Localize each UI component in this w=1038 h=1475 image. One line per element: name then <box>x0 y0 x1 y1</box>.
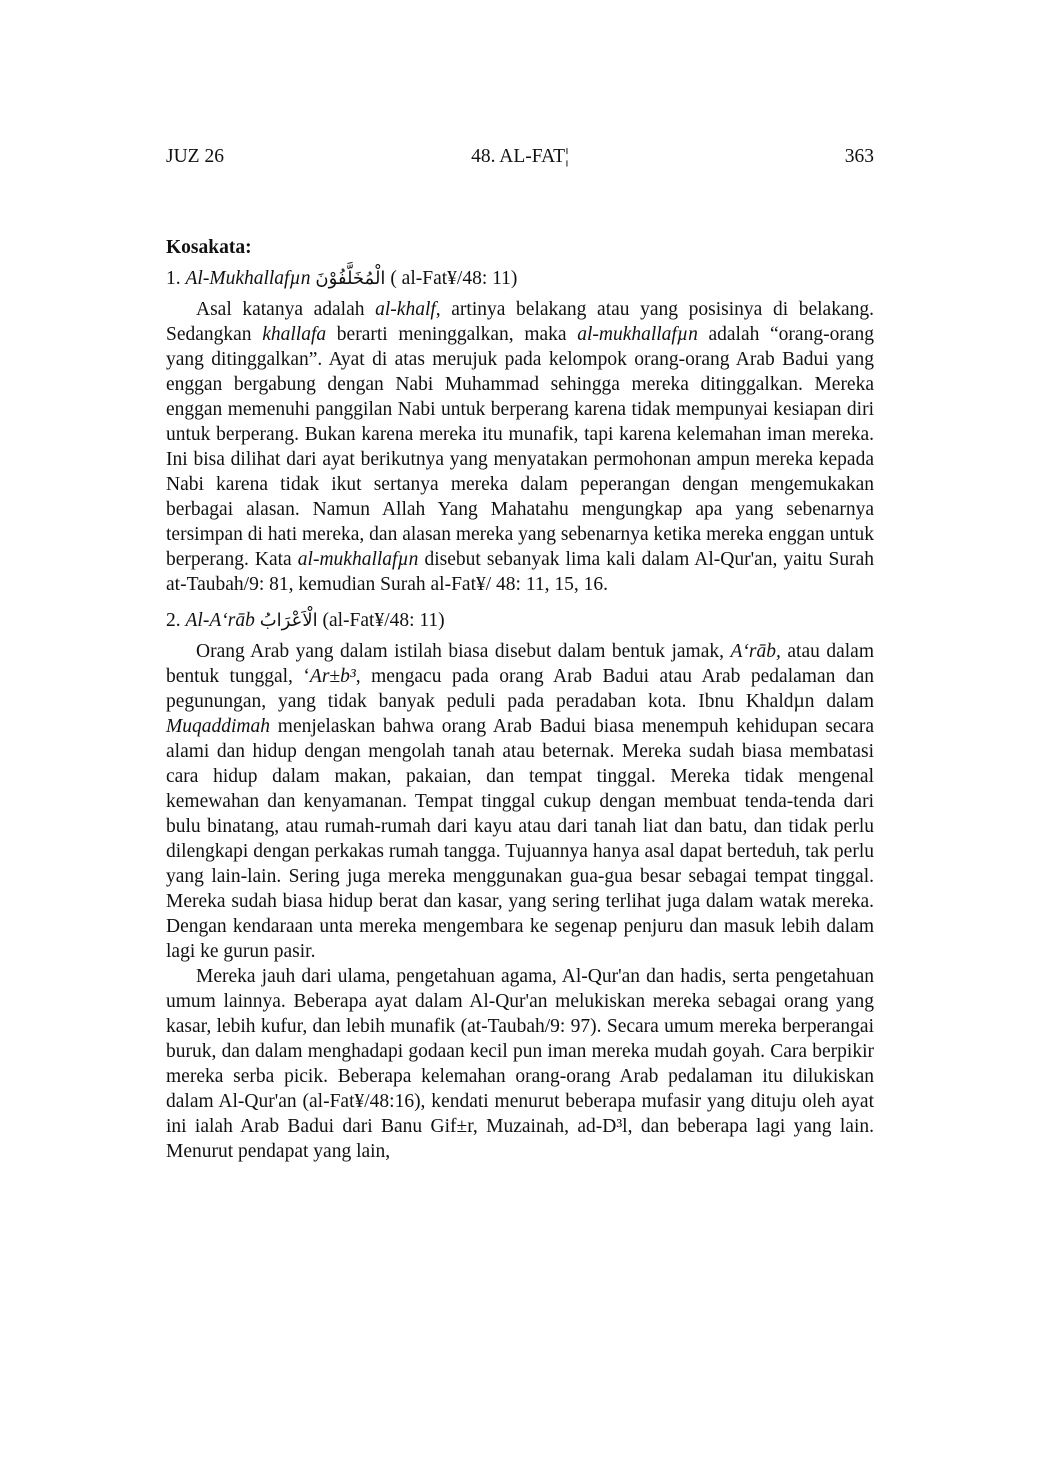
entry-arabic: الْمُخَلَّفُوْنَ <box>315 268 386 289</box>
entry-reference: ( al-Fat¥/48: 11) <box>390 268 518 289</box>
juz-label: JUZ 26 <box>166 146 224 167</box>
entry-paragraph: Asal katanya adalah al-khalf, artinya belakang atau yang posisinya di belakang. Sedangkan khallafa berarti meninggalkan, maka al-mukhallafµn adalah “orang-orang yang ditinggalkan”. Ayat di atas merujuk pada kelompok orang-orang Arab Badui yang enggan bergabung dengan Nabi Muhammad sehingga mereka ditinggalkan. Mereka enggan memenuhi panggilan Nabi untuk berperang karena tidak mempunyai kesiapan diri untuk berperang. Bukan karena mereka itu munafik, tapi karena kelemahan iman mereka. Ini bisa dilihat dari ayat berikutnya yang menyatakan permohonan ampun mereka kepada Nabi karena tidak ikut sertanya mereka dalam peperangan dengan mengemukakan berbagai alasan. Namun Allah Yang Mahatahu mengungkap apa yang sebenarnya tersimpan di hati mereka, dan alasan mereka yang sebenarnya ketika mereka enggan untuk berperang. Kata al-mukhallafµn disebut sebanyak lima kali dalam Al-Qur'an, yaitu Surah at-Taubah/9: 81, kemudian Surah al-Fat¥/ 48: 11, 15, 16. <box>166 299 874 595</box>
main-content <box>166 235 874 1164</box>
entry-paragraph: Mereka jauh dari ulama, pengetahuan agama, Al-Qur'an dan hadis, serta pengetahuan umum lainnya. Beberapa ayat dalam Al-Qur'an melukiskan mereka sebagai orang yang kasar, lebih kufur, dan lebih munafik (at-Taubah/9: 97). Secara umum mereka berperangai buruk, dan dalam menghadapi godaan kecil pun iman mereka mudah goyah. Cara berpikir mereka serba picik. Beberapa kelemahan orang-orang Arab pedalaman itu dilukiskan dalam Al-Qur'an (al-Fat¥/48:16), kendati menurut beberapa mufasir yang dituju oleh ayat ini ialah Arab Badui dari Banu Gif±r, Muzainah, ad-D³l, dan beberapa lagi yang lain. Menurut pendapat yang lain, <box>166 966 874 1162</box>
entry-heading-2 <box>166 607 874 635</box>
entry-paragraph: Orang Arab yang dalam istilah biasa disebut dalam bentuk jamak, A‘rāb, atau dalam bentuk tunggal, ‘Ar±b³, mengacu pada orang Arab Badui atau Arab pedalaman dan pegunungan, yang tidak banyak peduli pada peradaban kota. Ibnu Khaldµn dalam Muqaddimah menjelaskan bahwa orang Arab Badui biasa menempuh kehidupan secara alami dan hidup dengan mengolah tanah atau beternak. Mereka sudah biasa membatasi cara hidup dalam makan, pakaian, dan tempat tinggal. Mereka tidak mengenal kemewahan dan kenyamanan. Tempat tinggal cukup dengan membuat tenda-tenda dari bulu binatang, atau rumah-rumah dari kayu atau dari tanah liat dan batu, dan tidak perlu dilengkapi dengan perkakas rumah tangga. Tujuannya hanya asal dapat berteduh, tak perlu yang lain-lain. Sering juga mereka menggunakan gua-gua besar sebagai tempat tinggal. Mereka sudah biasa hidup berat dan kasar, yang sering terlihat juga dalam watak mereka. Dengan kendaraan unta mereka mengembara ke segenap penjuru dan masuk lebih dalam lagi ke gurun pasir. <box>166 641 874 962</box>
entry-number: 2. <box>166 610 181 631</box>
entry-term: Al-Mukhallafµn <box>185 268 311 289</box>
running-header <box>166 146 874 172</box>
page-number: 363 <box>844 146 874 167</box>
entry-heading-1 <box>166 265 874 293</box>
entry-term: Al-A‘rāb <box>185 610 255 631</box>
entry-arabic: الْاَعْرَابُ <box>259 610 318 631</box>
section-heading: Kosakata: <box>166 237 252 258</box>
entry-number: 1. <box>166 268 181 289</box>
surah-title: 48. AL-FAT¦ <box>471 146 569 167</box>
entry-reference: (al-Fat¥/48: 11) <box>322 610 445 631</box>
